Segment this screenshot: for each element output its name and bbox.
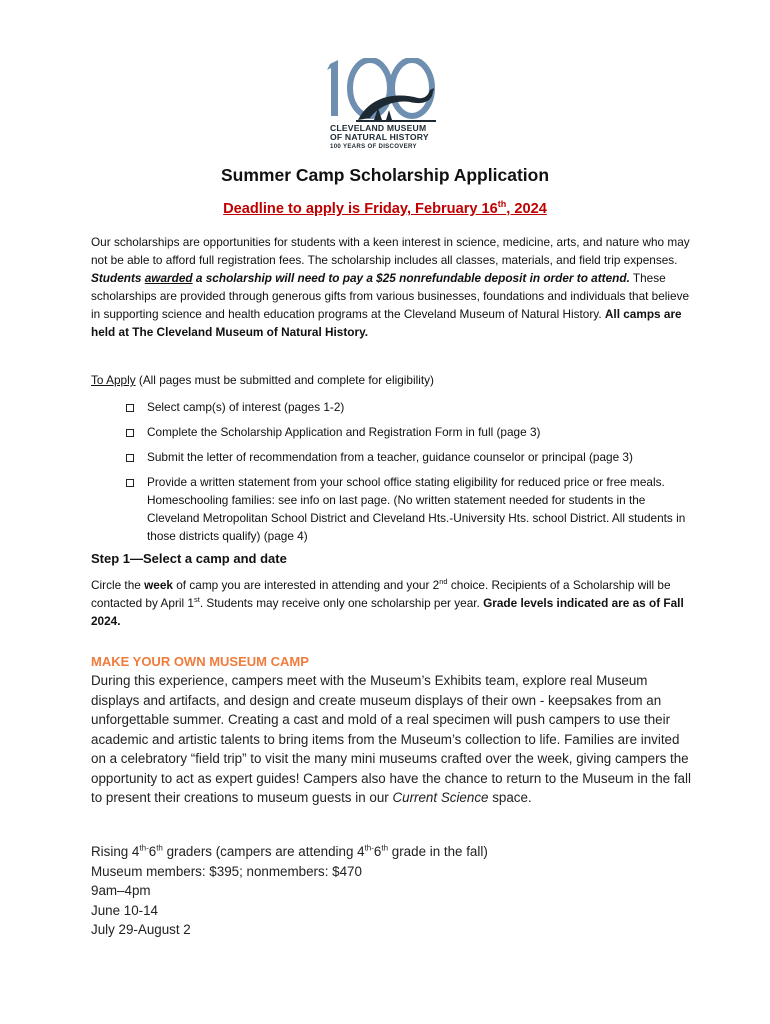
grade-s2: th	[156, 843, 163, 853]
intro-paragraph	[91, 233, 691, 341]
to-apply-note: (All pages must be submitted and complete for eligibility)	[135, 373, 434, 387]
intro-deposit-b: a scholarship will need to pay a $25 nonrefundable deposit in order to attend.	[192, 271, 630, 285]
step1-s2: st	[193, 595, 200, 605]
to-apply-label: To Apply	[91, 373, 136, 387]
apply-item-3: Submit the letter of recommendation from a teacher, guidance counselor or principal (page 3)	[147, 450, 633, 464]
logo-wordmark	[330, 124, 450, 151]
apply-item-4: Provide a written statement from your school office stating eligibility for reduced price or free meals. Homeschooling families: see info on last page. (No written statement needed for students in the Cleveland Metropolitan School District and Cleveland Hts.-University Hts. school District. All students in those districts qualify) (page 4)	[147, 475, 686, 543]
museum-logo	[318, 58, 448, 158]
camp-desc-text: During this experience, campers meet with the Museum’s Exhibits team, explore real Museum displays and artifacts, and design and create museum displays of their own - keepsakes from an unforgettable summer. Creating a cast and mold of a real specimen will push campers to use their academic and artistic talents to bring items from the Museum’s collection to life. Families are invited on a celebratory “field trip” to visit the many mini museums crafted over the week, giving campers the opportunity to act as expert guides! Campers also have the chance to return to the Museum in the fall to present their creations to museum guests in our	[91, 673, 691, 805]
camp-title: MAKE YOUR OWN MUSEUM CAMP	[91, 654, 309, 669]
step1-t4: . Students may receive only one scholarship per year.	[199, 596, 484, 610]
logo-line-3: 100 YEARS OF DISCOVERY	[330, 143, 417, 150]
apply-item-2: Complete the Scholarship Application and Registration Form in full (page 3)	[147, 425, 541, 439]
camp-date-1: June 10-14	[91, 902, 159, 918]
camp-hours: 9am–4pm	[91, 883, 151, 898]
step1-b2: Grade levels indicated are as of Fall 2024.	[91, 596, 684, 628]
grade-d: 6	[373, 844, 382, 859]
step1-t2: of camp you are interested in attending and your 2	[172, 578, 440, 592]
deadline-notice	[0, 199, 770, 217]
logo-line-2: OF NATURAL HISTORY	[330, 132, 429, 142]
camp-details	[91, 842, 691, 940]
centennial-logo-icon	[318, 58, 448, 128]
camp-price: Museum members: $395; nonmembers: $470	[91, 863, 362, 879]
checkbox-icon	[126, 479, 134, 487]
deadline-sup: th	[497, 199, 507, 209]
step1-s1: nd	[439, 577, 448, 587]
to-apply-heading	[91, 373, 434, 387]
grade-a: Rising 4	[91, 844, 140, 859]
step1-heading: Step 1—Select a camp and date	[91, 551, 287, 566]
deadline-suffix: , 2024	[506, 200, 547, 217]
grade-e: grade in the fall)	[388, 844, 488, 859]
step1-t1: Circle the	[91, 578, 145, 592]
camp-description	[91, 671, 691, 808]
camp-desc-italic: Current Science	[392, 790, 489, 805]
intro-deposit-a: Students	[91, 271, 145, 285]
step1-t3: choice. Recipients of a Scholarship will be contacted by April 1	[91, 578, 671, 610]
camp-desc-end: space.	[488, 790, 532, 805]
camp-date-2: July 29-August 2	[91, 922, 191, 937]
logo-line-1: CLEVELAND MUSEUM	[330, 123, 427, 133]
intro-text-1: Our scholarships are opportunities for students with a keen interest in science, medicine, arts, and nature who may not be able to afford full registration fees. The scholarship includes all classes, materials, and field trip expenses.	[91, 235, 690, 267]
checkbox-icon	[126, 429, 134, 437]
checkbox-icon	[126, 404, 134, 412]
intro-bold-end: All camps are held at The Cleveland Museum of Natural History.	[91, 307, 682, 339]
step1-paragraph	[91, 576, 691, 630]
grade-s3: th-	[364, 843, 374, 853]
camp-grade	[91, 842, 691, 862]
grade-s4: th	[381, 843, 389, 853]
apply-item-1: Select camp(s) of interest (pages 1-2)	[147, 400, 345, 414]
grade-c: graders (campers are attending 4	[162, 844, 365, 859]
intro-text-2: These scholarships are provided through generous gifts from various businesses, foundations and individuals that believe in supporting science and health education programs at the Cleveland Museum of Natural History.	[91, 271, 690, 321]
page-title: Summer Camp Scholarship Application	[220, 165, 550, 185]
grade-b: 6	[148, 844, 157, 859]
checkbox-icon	[126, 454, 134, 462]
step1-b1: week	[144, 578, 173, 592]
deadline-prefix: Deadline to apply is Friday, February 16	[223, 200, 498, 217]
grade-s1: th-	[139, 843, 149, 853]
intro-deposit-awarded: awarded	[144, 271, 193, 285]
